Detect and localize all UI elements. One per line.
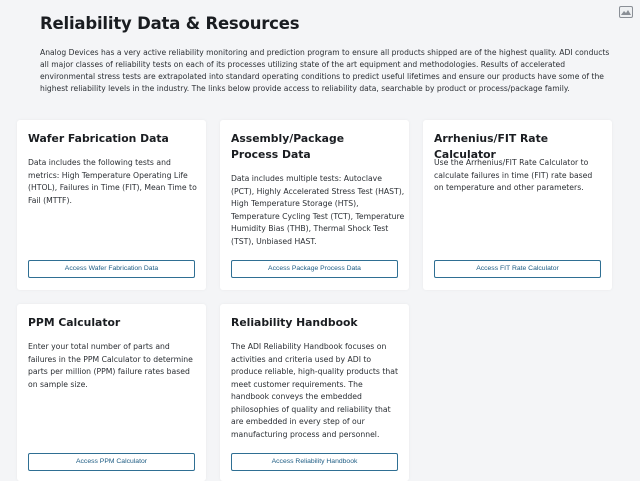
access-package-process-data-button[interactable]: Access Package Process Data (231, 260, 398, 278)
card-wafer-fabrication (17, 120, 206, 290)
card-assembly-package-process (220, 120, 409, 290)
card-description: The ADI Reliability Handbook focuses on activities and criteria used by ADI to produce reliable, high-quality products that meet customer requirements. The handbook conveys the embedded philosophies of quality and reliability that are embedded in every step of our manufacturing process and personnel. (231, 342, 398, 439)
card-description: Enter your total number of parts and failures in the PPM Calculator to determine parts per million (PPM) failure rates based on sample size. (28, 342, 193, 389)
card-title: Arrhenius/FIT Rate Calculator (434, 132, 549, 161)
access-ppm-calculator-button[interactable]: Access PPM Calculator (28, 453, 195, 471)
page-title: Reliability Data & Resources (40, 14, 300, 33)
access-wafer-fabrication-data-button[interactable]: Access Wafer Fabrication Data (28, 260, 195, 278)
card-fit-rate-calculator (423, 120, 612, 290)
access-fit-rate-calculator-button[interactable]: Access FIT Rate Calculator (434, 260, 601, 278)
card-title: Reliability Handbook (231, 316, 358, 329)
intro-paragraph: Analog Devices has a very active reliability monitoring and prediction program to ensure all products shipped are of the highest quality. ADI conducts all major classes of reliability tests on each of its processes utilizing state of the art equipment and methodologies. Results of accelerated environmental stress tests are extrapolated into standard operating conditions to predict useful lifetimes and ensure our products have some of the highest reliability levels in the industry. The links below provide access to reliability data, searchable by product or process/package family. (40, 48, 610, 94)
card-ppm-calculator (17, 304, 206, 481)
card-title: Wafer Fabrication Data (28, 132, 169, 145)
card-reliability-handbook (220, 304, 409, 481)
card-description: Data includes multiple tests: Autoclave (PCT), Highly Accelerated Stress Test (HAST), High Temperature Storage (HTS), Temperature Cycling Test (TCT), Temperature Humidity Bias (THB), Thermal Shock Test (TST), Unbiased HAST. (231, 174, 405, 246)
image-icon[interactable] (619, 6, 633, 18)
access-reliability-handbook-button[interactable]: Access Reliability Handbook (231, 453, 398, 471)
card-title: PPM Calculator (28, 316, 121, 329)
card-description: Data includes the following tests and metrics: High Temperature Operating Life (HTOL), Failures in Time (FIT), Mean Time to Fail (MTTF). (28, 158, 197, 205)
card-description: Use the Arrhenius/FIT Rate Calculator to calculate failures in time (FIT) rate based on temperature and other parameters. (434, 158, 593, 192)
card-title: Assembly/Package Process Data (231, 132, 345, 161)
